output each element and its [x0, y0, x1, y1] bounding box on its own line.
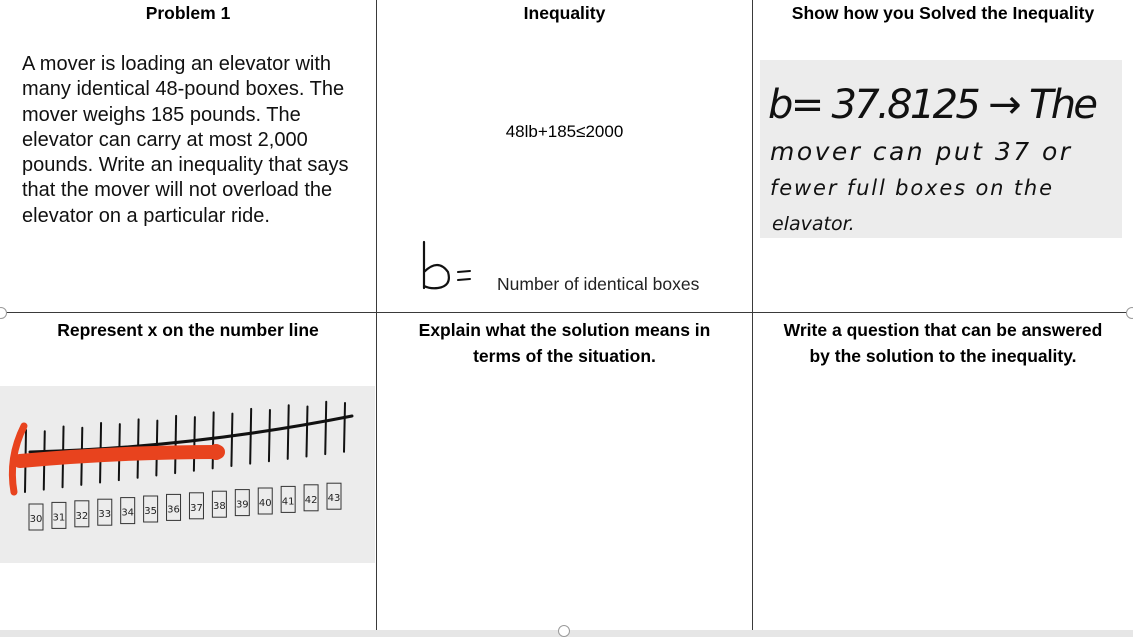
problem-title: Problem 1	[145, 3, 231, 23]
column-divider	[376, 0, 377, 632]
handwriting-panel	[760, 60, 1122, 238]
resize-handle[interactable]	[558, 625, 570, 637]
number-line-tick	[231, 414, 232, 466]
number-line	[0, 386, 375, 563]
explain-title-line: Explain what the solution means in	[418, 320, 711, 340]
tick-label: 31	[52, 512, 66, 524]
number-line-tick	[344, 403, 345, 452]
tick-label: 33	[98, 509, 112, 521]
problem-text: A mover is loading an elevator with many identical 48-pound boxes. The mover weighs 185 pounds. The elevator can carry at most 2,000 pounds. Write an inequality that says that the mover will not overload the elevator on a particular ride.	[22, 53, 349, 227]
solved-title: Show how you Solved the Inequality	[791, 3, 1095, 23]
tick-label: 38	[213, 501, 226, 513]
handwritten-variable	[412, 236, 482, 296]
number-line-title: Represent x on the number line	[57, 320, 319, 340]
tick-label: 30	[29, 514, 43, 525]
number-line-panel	[0, 386, 375, 563]
solution-endpoint	[208, 444, 224, 460]
solution-arrow	[20, 452, 218, 461]
tick-label: 37	[190, 502, 203, 514]
tick-label: 35	[144, 506, 157, 517]
number-line-tick	[306, 407, 307, 457]
solution-line: elavator.	[772, 213, 855, 235]
tick-label: 39	[235, 499, 249, 511]
number-line-tick	[325, 402, 326, 454]
column-divider	[752, 0, 753, 632]
row-divider	[0, 312, 1133, 313]
tick-label: 43	[327, 493, 341, 505]
solution-line: fewer full boxes on the	[770, 176, 1052, 200]
number-line-tick	[213, 412, 214, 468]
number-line-tick	[194, 417, 195, 471]
solution-line: b= 37.8125 → The	[768, 82, 1098, 128]
question-title	[753, 317, 1133, 369]
tick-label: 41	[281, 496, 295, 508]
number-line-tick	[269, 410, 270, 461]
tick-label: 34	[121, 507, 135, 519]
explain-title	[377, 317, 752, 369]
question-title-line: by the solution to the inequality.	[809, 346, 1077, 366]
question-title-line: Write a question that can be answered	[783, 320, 1103, 340]
tick-label: 36	[167, 504, 180, 516]
tick-label: 32	[75, 510, 89, 522]
inequality-title: Inequality	[523, 3, 606, 23]
number-line-tick	[288, 405, 289, 459]
inequality-expression: 48lb+185≤2000	[505, 122, 624, 141]
tick-label: 42	[304, 494, 318, 506]
number-line-tick	[175, 416, 176, 473]
variable-definition: Number of identical boxes	[497, 274, 700, 294]
explain-title-line: terms of the situation.	[473, 346, 656, 366]
number-line-tick	[250, 409, 251, 464]
handwritten-solution	[760, 60, 1122, 238]
tick-label: 40	[258, 498, 272, 509]
solution-line: mover can put 37 or	[770, 137, 1070, 166]
